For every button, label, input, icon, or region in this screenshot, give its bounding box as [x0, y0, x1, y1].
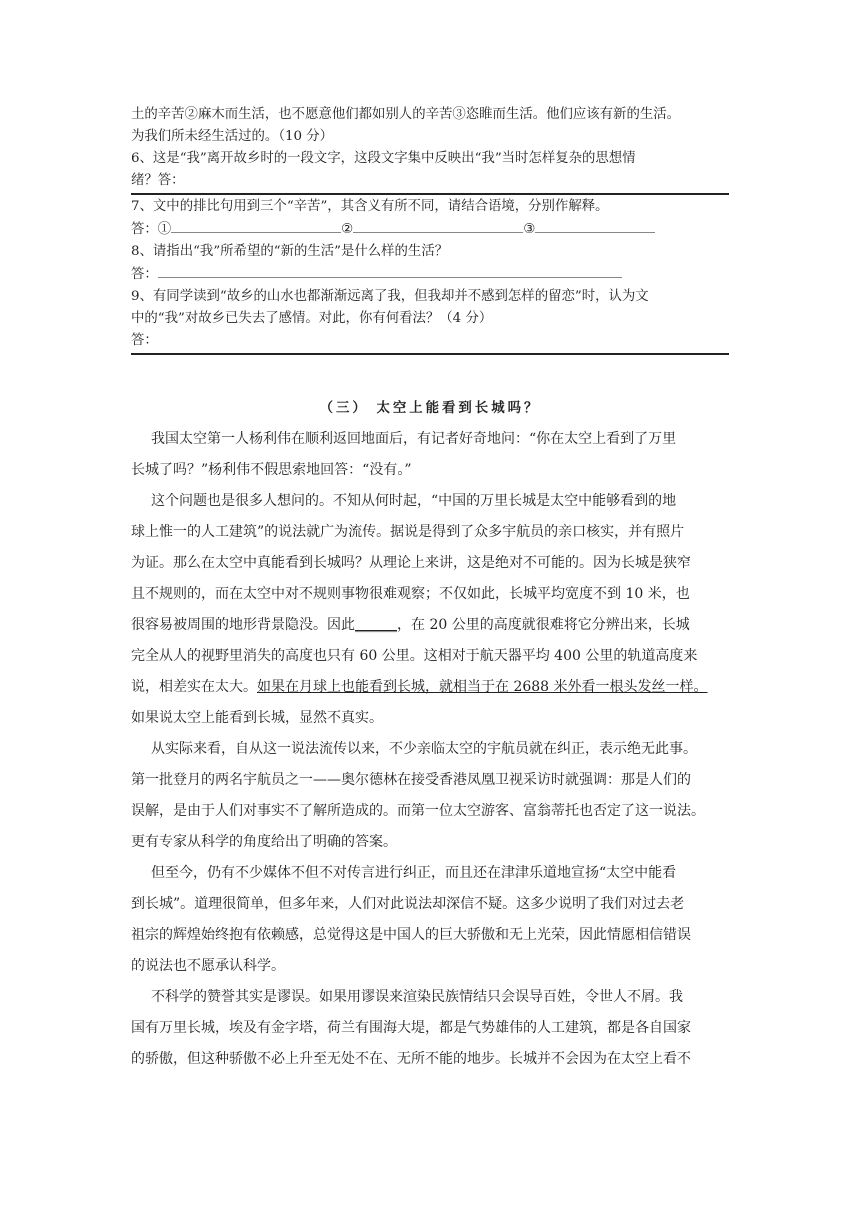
- question-7: 7、文中的排比句用到三个“辛苦”，其含义有所不同，请结合语境，分别作解释。: [131, 199, 609, 214]
- text-line: 祖宗的辉煌始终抱有依赖感，总觉得这是中国人的巨大骄傲和无上光荣，因此情愿相信错误: [131, 927, 691, 943]
- text-line: 我国太空第一人杨利伟在顺利返回地面后，有记者好奇地问：“你在太空上看到了万里: [151, 431, 677, 447]
- answer-label: 答：: [131, 267, 158, 282]
- text-line: 但至今，仍有不少媒体不但不对传言进行纠正，而且还在津津乐道地宣扬“太空中能看: [151, 865, 677, 881]
- question-8: 8、请指出“我”所希望的“新的生活”是什么样的生活？: [131, 244, 449, 259]
- question-9: 9、有同学读到“故乡的山水也都渐渐远离了我，但我却并不感到怎样的留恋”时，认为文: [131, 289, 649, 304]
- text-line: 从实际来看，自从这一说法流传以来，不少亲临太空的宇航员就在纠正，表示绝无此事。: [151, 741, 697, 757]
- questions-section: [131, 104, 729, 355]
- text-line: 且不规则的，而在太空中对不规则事物很难观察；不仅如此，长城平均宽度不到 10 米，也: [131, 586, 690, 602]
- text-line: 球上惟一的人工建筑”的说法就广为流传。据说是得到了众多宇航员的亲口核实，并有照片: [131, 524, 685, 540]
- question-7-answer: [131, 218, 729, 241]
- question-9-answer-label: 答：: [131, 333, 158, 348]
- text-line: 如果说太空上能看到长城，显然不真实。: [131, 710, 383, 726]
- question-6: 6、这是“我”离开故乡时的一段文字，这段文字集中反映出“我”当时怎样复杂的思想情: [131, 151, 636, 166]
- answer-blank[interactable]: [158, 263, 622, 278]
- text-line: 完全从人的视野里消失的高度也只有 60 公里。这相对于航天器平均 400 公里的轨道高度来: [131, 648, 698, 664]
- text-line: 为我们所未经生活过的。（10 分）: [131, 129, 334, 144]
- answer-blank[interactable]: [171, 218, 341, 233]
- paragraph: [131, 858, 729, 982]
- paragraph: [131, 424, 729, 486]
- text-line: 到长城”。道理很简单，但多年来，人们对此说法却深信不疑。这多少说明了我们对过去老: [131, 896, 685, 912]
- text-fragment: 很容易被周围的地形背景隐没。因此: [131, 617, 355, 633]
- text-line: 误解，是由于人们对事实不了解所造成的。而第一位太空游客、富翁蒂托也否定了这一说法。: [131, 803, 705, 819]
- answer-marker: ③: [523, 222, 536, 237]
- text-line: 为证。那么在太空中真能看到长城吗？从理论上来讲，这是绝对不可能的。因为长城是狭窄: [131, 555, 691, 571]
- text-line: 土的辛苦②麻木而生活，也不愿意他们都如别人的辛苦③恣睢而生活。他们应该有新的生活。: [131, 107, 681, 122]
- answer-rule: [131, 193, 729, 195]
- answer-rule: [131, 353, 729, 355]
- text-line: 更有专家从科学的角度给出了明确的答案。: [131, 834, 397, 850]
- text-line: 第一批登月的两名宇航员之一——奥尔德林在接受香港凤凰卫视采访时就强调：那是人们的: [131, 772, 691, 788]
- text-fragment: 说，相差实在太大。: [131, 679, 257, 695]
- text-fragment: ，在 20 公里的高度就很难将它分辨出来，长城: [397, 617, 690, 633]
- text-line: [131, 610, 729, 641]
- text-line: 这个问题也是很多人想问的。不知从何时起，“中国的万里长城是太空中能够看到的地: [151, 493, 677, 509]
- answer-marker: ②: [341, 222, 354, 237]
- text-line: 长城了吗？”杨利伟不假思索地回答：“没有。”: [131, 462, 412, 478]
- article-title: （三） 太空上能看到长城吗？: [319, 400, 541, 416]
- question-6-answer-label: 绪？答：: [131, 173, 185, 188]
- question-9: 中的“我”对故乡已失去了感情。对此，你有何看法？（4 分）: [131, 311, 493, 326]
- fill-blank[interactable]: ______: [355, 617, 397, 633]
- text-line: 的骄傲，但这种骄傲不必上升至无处不在、无所不能的地步。长城并不会因为在太空上看不: [131, 1051, 691, 1067]
- text-line: [131, 672, 729, 703]
- paragraph: [131, 486, 729, 734]
- answer-label: 答：①: [131, 222, 172, 237]
- answer-blank[interactable]: [353, 218, 523, 233]
- text-line: 的说法也不愿承认科学。: [131, 958, 285, 974]
- underlined-sentence: 如果在月球上也能看到长城，就相当于在 2688 米外看一根头发丝一样。: [257, 679, 708, 695]
- paragraph: [131, 982, 729, 1075]
- text-line: 不科学的赞誉其实是谬误。如果用谬误来渲染民族情结只会误导百姓，令世人不屑。我: [151, 989, 683, 1005]
- text-line: 国有万里长城，埃及有金字塔，荷兰有围海大堤，都是气势雄伟的人工建筑，都是各自国家: [131, 1020, 691, 1036]
- answer-blank[interactable]: [535, 218, 655, 233]
- article-body: [131, 424, 729, 1075]
- document-page: [131, 104, 729, 1075]
- paragraph: [131, 734, 729, 858]
- question-8-answer: [131, 263, 729, 286]
